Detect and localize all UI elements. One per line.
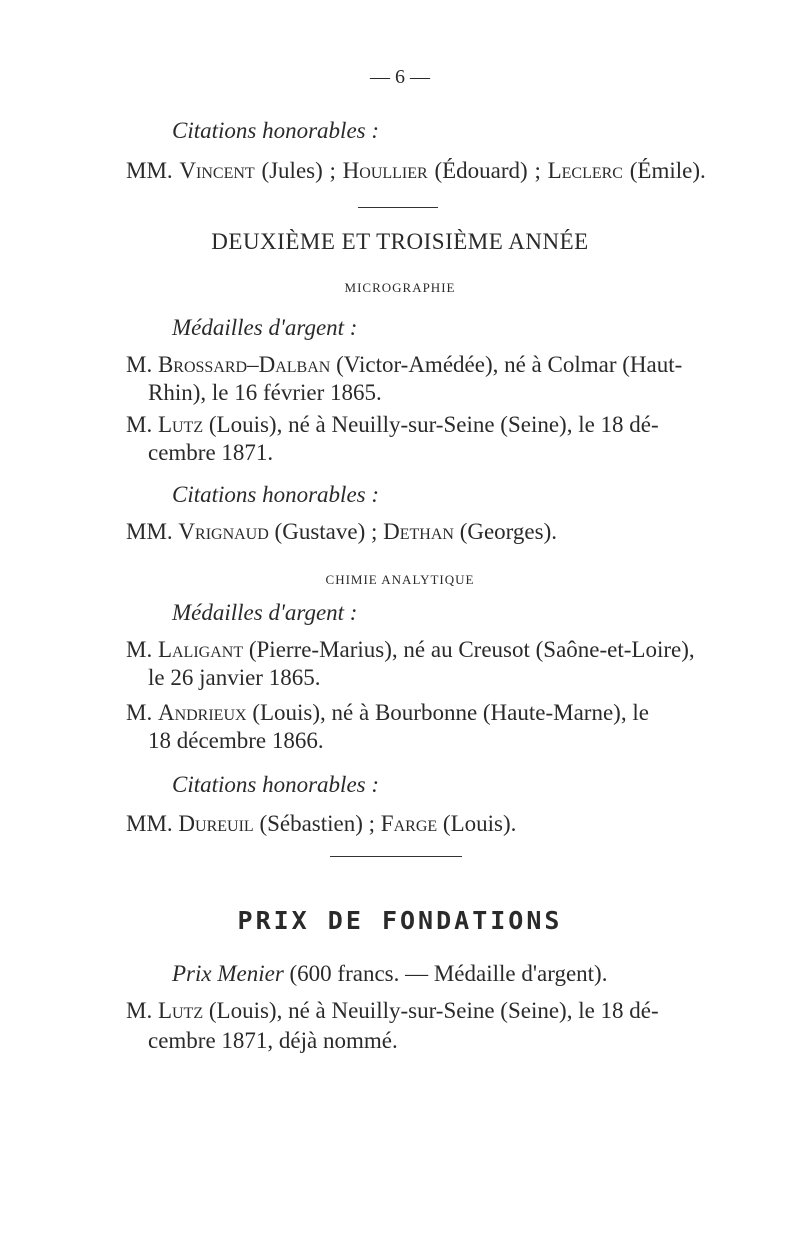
year-heading: DEUXIÈME ET TROISIÈME ANNÉE	[211, 229, 589, 254]
surname: Leclerc	[547, 158, 623, 183]
prefix: MM.	[126, 811, 179, 836]
citations-line	[126, 519, 557, 545]
prefix: M.	[126, 412, 158, 437]
given-name: (Jules) ;	[254, 158, 343, 183]
entry-text: (Pierre-Marius), né au Creusot (Saône-et-Loire),	[243, 637, 695, 662]
medals-heading: Médailles d'argent :	[172, 600, 358, 625]
citations-line	[126, 158, 706, 184]
divider	[358, 207, 438, 208]
prix-subtitle	[172, 961, 607, 987]
entry-text: (Louis), né à Neuilly-sur-Seine (Seine), le 18 dé-	[203, 412, 659, 437]
surname: Farge	[380, 811, 438, 836]
divider	[330, 856, 462, 857]
given-name: (Édouard) ;	[427, 158, 548, 183]
entry-continuation: Rhin), le 16 février 1865.	[148, 380, 382, 405]
entry-continuation: cembre 1871, déjà nommé.	[148, 1028, 398, 1053]
prix-heading: PRIX DE FONDATIONS	[237, 906, 563, 935]
prefix: M.	[126, 352, 158, 377]
surname: Houllier	[342, 158, 428, 183]
entry-line	[126, 700, 649, 726]
section-title-chimie: CHIMIE ANALYTIQUE	[325, 572, 475, 587]
surname: Vincent	[179, 158, 255, 183]
entry-text: (Louis), né à Bourbonne (Haute-Marne), le	[246, 700, 649, 725]
surname: Brossard–Dalban	[157, 352, 331, 377]
surname: Lutz	[157, 412, 204, 437]
citations-heading: Citations honorables :	[172, 482, 380, 507]
surname: Dethan	[383, 519, 454, 544]
entry-continuation: cembre 1871.	[148, 440, 274, 465]
given-name: (Gustave) ;	[268, 519, 384, 544]
citations-heading: Citations honorables :	[172, 118, 380, 143]
surname: Andrieux	[157, 700, 247, 725]
entry-text: (Victor-Amédée), né à Colmar (Haut-	[330, 352, 683, 377]
citations-heading: Citations honorables :	[172, 772, 380, 797]
surname: Lutz	[157, 998, 204, 1023]
section-title-micrographie: MICROGRAPHIE	[344, 280, 456, 295]
citations-line	[126, 811, 516, 837]
given-name: (Émile).	[622, 158, 706, 183]
entry-text: (Louis), né à Neuilly-sur-Seine (Seine), le 18 dé-	[203, 998, 659, 1023]
surname: Laligant	[157, 637, 244, 662]
entry-line	[126, 352, 682, 378]
surname: Vrignaud	[178, 519, 269, 544]
entry-continuation: le 26 janvier 1865.	[148, 665, 321, 690]
entry-continuation: 18 décembre 1866.	[148, 728, 324, 753]
prefix: M.	[126, 637, 158, 662]
given-name: (Sébastien) ;	[253, 811, 381, 836]
prize-name: Prix Menier	[172, 961, 284, 986]
entry-line	[126, 637, 695, 663]
prefix: M.	[126, 700, 158, 725]
prefix: MM.	[126, 158, 180, 183]
prefix: MM.	[126, 519, 179, 544]
medals-heading: Médailles d'argent :	[172, 315, 358, 340]
entry-line	[126, 998, 659, 1024]
prefix: M.	[126, 998, 158, 1023]
surname: Dureuil	[178, 811, 254, 836]
page-number: — 6 —	[370, 66, 430, 88]
entry-line	[126, 412, 659, 438]
prize-details: (600 francs. — Médaille d'argent).	[283, 961, 608, 986]
given-name: (Louis).	[437, 811, 517, 836]
given-name: (Georges).	[453, 519, 557, 544]
